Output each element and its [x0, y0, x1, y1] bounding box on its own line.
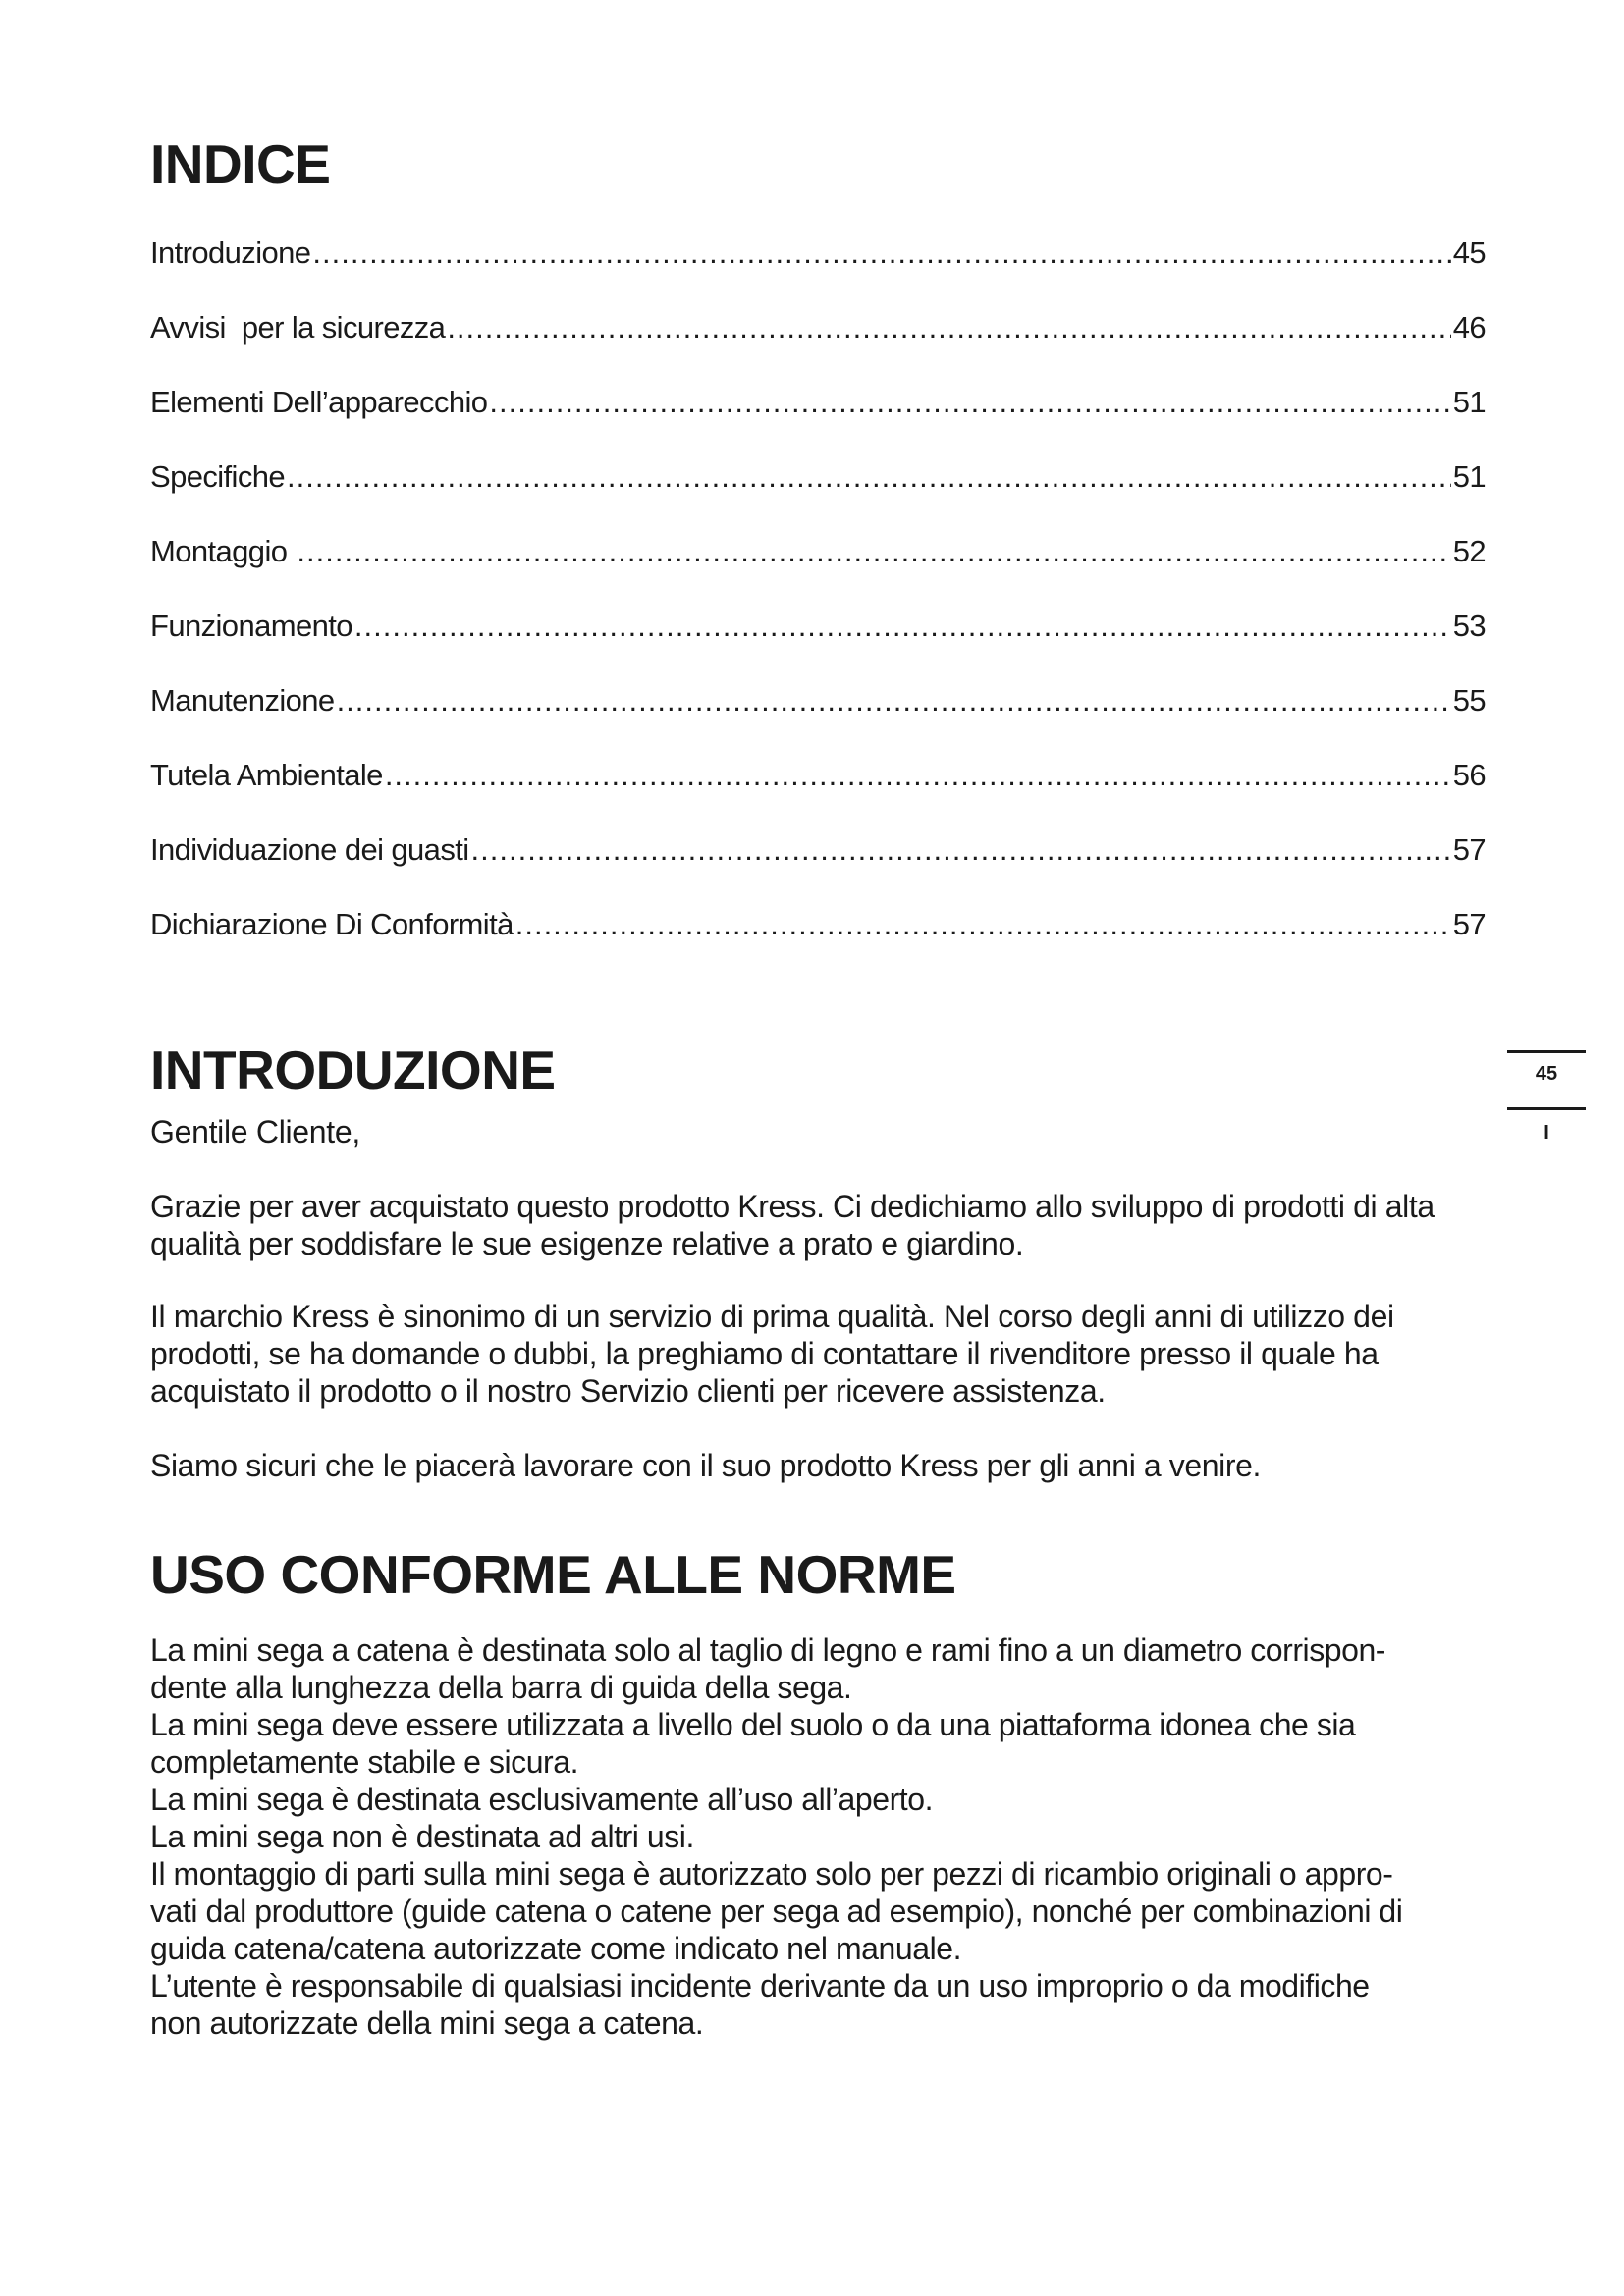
toc-entry [150, 907, 1486, 982]
intended-use-line: La mini sega deve essere utilizzata a livello del suolo o da una piattaforma idonea che sia [150, 1707, 1356, 1742]
toc-entry-page: 53 [1452, 609, 1486, 643]
toc-leader-dots [515, 907, 1451, 942]
toc-entry [150, 534, 1486, 609]
toc-entry [150, 459, 1486, 534]
intended-use-line: dente alla lunghezza della barra di guida della sega. [150, 1670, 852, 1705]
toc-leader-dots [297, 534, 1450, 569]
toc-leader-dots [337, 683, 1451, 719]
toc-entry [150, 683, 1486, 758]
toc-entry-page: 55 [1452, 683, 1486, 718]
toc-leader-dots [287, 459, 1451, 495]
toc-entry-label: Dichiarazione Di Conformità [150, 907, 514, 941]
toc-leader-dots [471, 832, 1451, 868]
toc-entry-page: 56 [1452, 758, 1486, 792]
toc-entry-page: 51 [1452, 459, 1486, 494]
toc-entry-page: 45 [1452, 236, 1486, 270]
intro-paragraph: Grazie per aver acquistato questo prodotto Kress. Ci dedichiamo allo sviluppo di prodotti di alta qualità per soddisfare le sue esigenze relative a prato e giardino. [150, 1189, 1435, 1261]
intro-paragraph: Il marchio Kress è sinonimo di un servizio di prima qualità. Nel corso degli anni di utilizzo dei prodotti, se ha domande o dubbi, la preghiamo di contattare il rivenditore presso il quale ha acquistato il prodotto o il nostro Servizio clienti per ricevere assistenza. [150, 1299, 1394, 1409]
toc-entry [150, 310, 1486, 385]
toc-entry-page: 51 [1452, 385, 1486, 419]
toc-entry [150, 609, 1486, 683]
index-title: INDICE [150, 133, 331, 194]
intended-use-line: L’utente è responsabile di qualsiasi incidente derivante da un uso improprio o da modifiche [150, 1968, 1370, 2003]
toc-entry-label: Montaggio [150, 534, 296, 568]
page-marker-bottom-rule [1507, 1107, 1586, 1110]
toc-entry [150, 832, 1486, 907]
intended-use-line: guida catena/catena autorizzate come indicato nel manuale. [150, 1931, 962, 1966]
toc-entry-label: Elementi Dell’apparecchio [150, 385, 488, 419]
toc-leader-dots [489, 385, 1450, 420]
toc-entry-label: Tutela Ambientale [150, 758, 383, 792]
intended-use-line: Il montaggio di parti sulla mini sega è autorizzato solo per pezzi di ricambio originali o appro- [150, 1856, 1393, 1892]
toc-entry-page: 52 [1452, 534, 1486, 568]
toc-entry [150, 385, 1486, 459]
toc-leader-dots [312, 236, 1450, 271]
intended-use-line: completamente stabile e sicura. [150, 1744, 579, 1780]
toc-entry-label: Manutenzione [150, 683, 335, 718]
toc-leader-dots [447, 310, 1450, 346]
language-code: I [1543, 1122, 1549, 1144]
intended-use-line: La mini sega a catena è destinata solo al taglio di legno e rami fino a un diametro corrispon- [150, 1632, 1386, 1668]
toc-entry-label: Specifiche [150, 459, 286, 494]
toc-entry-label: Individuazione dei guasti [150, 832, 469, 867]
introduction-title: INTRODUZIONE [150, 1040, 556, 1100]
intended-use-line: La mini sega non è destinata ad altri usi. [150, 1819, 694, 1854]
intended-use-line: La mini sega è destinata esclusivamente all’uso all’aperto. [150, 1782, 934, 1817]
toc-entry-label: Introduzione [150, 236, 311, 270]
page-marker-top-rule [1507, 1050, 1586, 1053]
intended-use-line: non autorizzate della mini sega a catena. [150, 2005, 704, 2041]
toc-entry-page: 46 [1452, 310, 1486, 345]
intro-paragraph: Siamo sicuri che le piacerà lavorare con il suo prodotto Kress per gli anni a venire. [150, 1448, 1262, 1483]
toc-entry-page: 57 [1452, 907, 1486, 941]
greeting: Gentile Cliente, [150, 1114, 360, 1149]
toc-leader-dots [354, 609, 1451, 644]
page-number: 45 [1535, 1063, 1558, 1085]
intended-use-line: vati dal produttore (guide catena o catene per sega ad esempio), nonché per combinazioni di [150, 1894, 1403, 1929]
toc-entry-label: Avvisi per la sicurezza [150, 310, 446, 345]
toc-entry [150, 758, 1486, 832]
table-of-contents [150, 236, 1486, 982]
intended-use-title: USO CONFORME ALLE NORME [150, 1544, 956, 1605]
toc-entry-page: 57 [1452, 832, 1486, 867]
toc-leader-dots [385, 758, 1451, 793]
intended-use-text [150, 1631, 1495, 2042]
toc-entry [150, 236, 1486, 310]
toc-entry-label: Funzionamento [150, 609, 352, 643]
